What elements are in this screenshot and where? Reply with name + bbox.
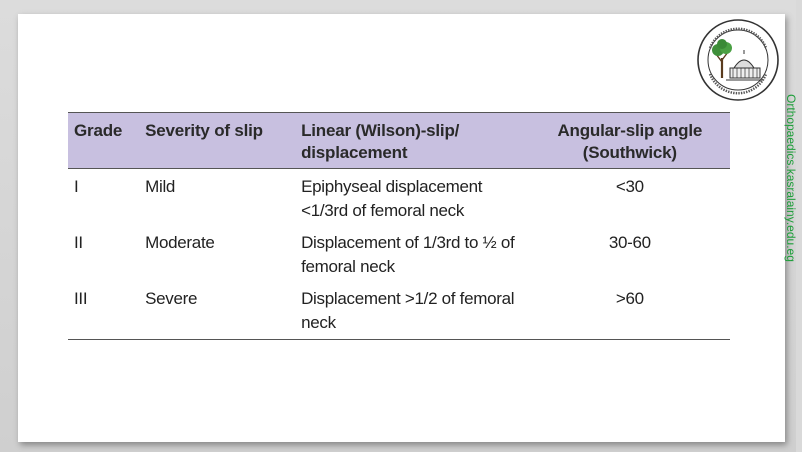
- watermark-url: Orthopaedics.kasralainy.edu.eg: [784, 94, 798, 262]
- department-seal-icon: [696, 18, 780, 102]
- cell-linear: Epiphyseal displacement <1/3rd of femoral neck: [301, 177, 483, 220]
- slip-grading-table: [68, 112, 730, 340]
- table-row: [68, 225, 730, 281]
- header-angular: Angular-slip angle (Southwick): [530, 113, 730, 169]
- header-grade: Grade: [68, 113, 139, 169]
- cell-grade: I: [74, 177, 79, 196]
- cell-linear: Displacement >1/2 of femoral neck: [295, 281, 530, 340]
- table-row: [68, 281, 730, 340]
- header-severity: Severity of slip: [139, 113, 295, 169]
- cell-grade: III: [68, 281, 139, 340]
- cell-grade: II: [74, 233, 83, 252]
- cell-linear: Displacement of 1/3rd to ½ of femoral neck: [301, 233, 515, 276]
- slide: [18, 14, 798, 442]
- table-header-row: [68, 113, 730, 169]
- cell-severity: Severe: [139, 281, 295, 340]
- cell-angular: >60: [530, 281, 730, 340]
- cell-angular: 30-60: [608, 233, 651, 252]
- header-linear: Linear (Wilson)-slip/ displacement: [295, 113, 530, 169]
- cell-severity: Mild: [145, 177, 176, 196]
- cell-severity: Moderate: [145, 233, 215, 252]
- table-row: [68, 169, 730, 226]
- cell-angular: <30: [615, 177, 644, 196]
